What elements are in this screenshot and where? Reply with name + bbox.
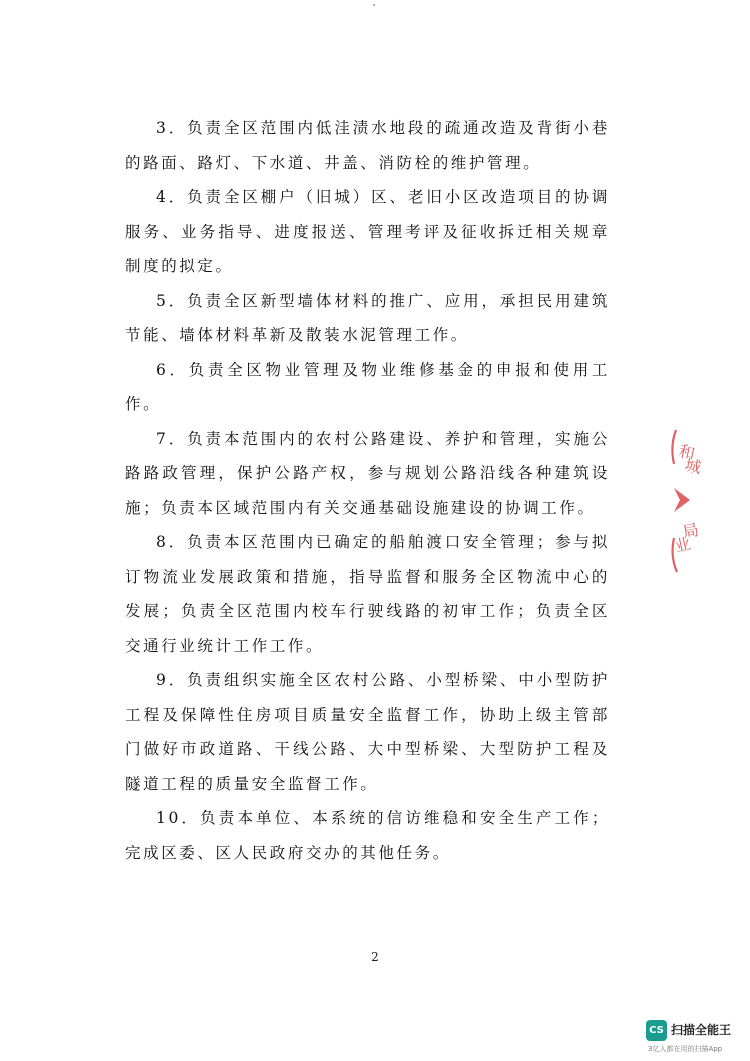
paragraph-item-9: 9．负责组织实施全区农村公路、小型桥梁、中小型防护工程及保障性住房项目质量安全监督工作，协助上级主管部门做好市政道路、干线公路、大中型桥梁、大型防护工程及隧道工程的质量安全监督工作。 bbox=[125, 671, 610, 793]
scan-speck bbox=[373, 4, 375, 6]
svg-text:局: 局 bbox=[680, 519, 701, 542]
paragraph-item-4: 4．负责全区棚户（旧城）区、老旧小区改造项目的协调服务、业务指导、进度报送、管理考评及征收拆迁相关规章制度的拟定。 bbox=[125, 188, 610, 275]
paragraph-item-5: 5．负责全区新型墙体材料的推广、应用，承担民用建筑节能、墙体材料革新及散装水泥管理工作。 bbox=[125, 291, 610, 344]
paragraph-item-8: 8．负责本区范围内已确定的船舶渡口安全管理；参与拟订物流业发展政策和措施，指导监督和服务全区物流中心的发展；负责全区范围内校车行驶线路的初审工作；负责全区交通行业统计工作工作。 bbox=[125, 533, 610, 655]
page-number: 2 bbox=[371, 950, 379, 964]
paragraph-item-3: 3．负责全区范围内低洼渍水地段的疏通改造及背街小巷的路面、路灯、下水道、井盖、消防栓的维护管理。 bbox=[125, 119, 610, 172]
svg-text:和: 和 bbox=[677, 441, 697, 464]
scanner-watermark bbox=[646, 1020, 742, 1054]
watermark-subtitle: 3亿人都在用的扫描App bbox=[648, 1045, 723, 1053]
svg-text:城: 城 bbox=[683, 455, 703, 478]
official-seal-stamp bbox=[664, 426, 703, 576]
paragraph-item-6: 6．负责全区物业管理及物业维修基金的申报和使用工作。 bbox=[125, 360, 610, 413]
paragraph-item-10: 10．负责本单位、本系统的信访维稳和安全生产工作；完成区委、区人民政府交办的其他任务。 bbox=[125, 809, 610, 862]
watermark-title: 扫描全能王 bbox=[671, 1023, 732, 1037]
svg-text:业: 业 bbox=[672, 533, 693, 556]
paragraph-item-7: 7．负责本范围内的农村公路建设、养护和管理，实施公路路政管理，保护公路产权，参与规划公路沿线各种建筑设施；负责本区域范围内有关交通基础设施建设的协调工作。 bbox=[125, 429, 610, 517]
camscanner-logo-icon: CS bbox=[646, 1020, 667, 1041]
document-body bbox=[125, 111, 610, 870]
